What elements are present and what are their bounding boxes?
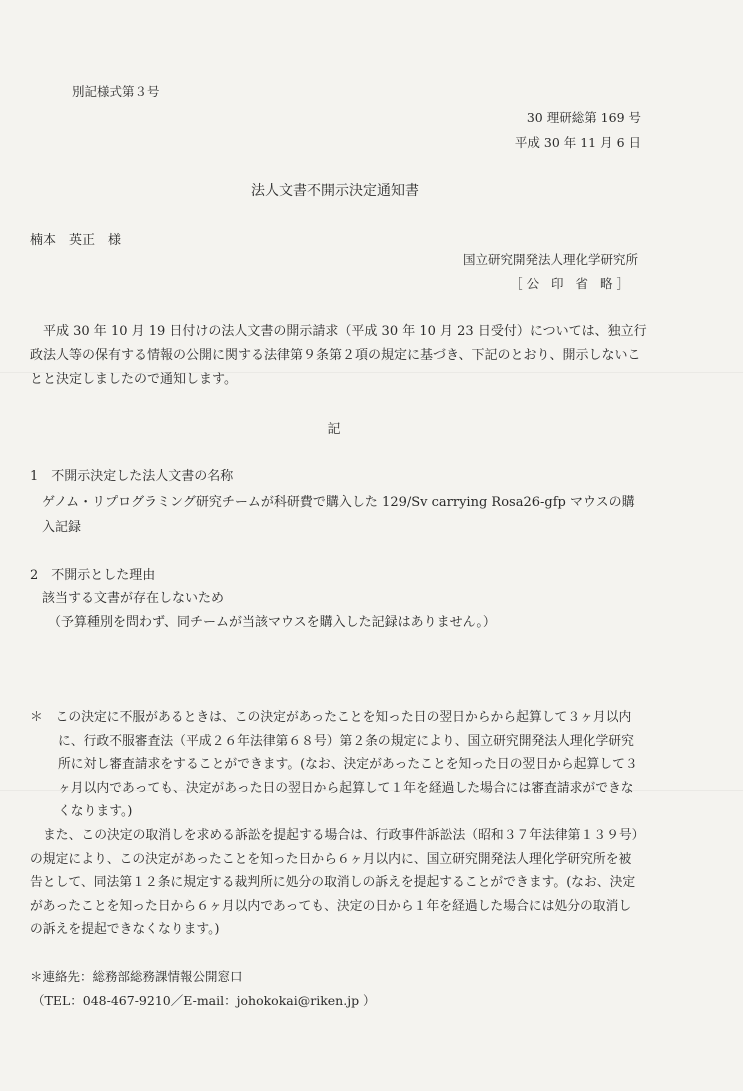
- appeal-notice-para1: ＊ この決定に不服があるときは、この決定があったことを知った日の翌日からから起算して３ヶ月以内に、行政不服審査法（平成２６年法律第６８号）第２条の規定により、国立研究開発法人理化学研究所に対し審査請求をすることができます。(なお、決定があったことを知った日の翌日から起算して３ヶ月以内であっても、決定があった日の翌日から起算して１年を経過した場合には審査請求ができなくなります。): [30, 710, 638, 820]
- section2-heading: 2 不開示とした理由: [30, 568, 156, 583]
- section1-content: ゲノム・リプログラミング研究チームが科研費で購入した 129/Sv carrying Rosa26-gfp マウスの購入記録: [42, 495, 635, 535]
- form-id: 別記様式第３号: [72, 84, 160, 99]
- document-number: 30 理研総第 169 号: [526, 110, 641, 125]
- recipient-name: 楠本 英正 様: [30, 233, 122, 248]
- contact-details: （TEL：048-467-9210／E-mail：johokokai@riken.jp ）: [32, 993, 376, 1008]
- sender-organization: 国立研究開発法人理化学研究所: [462, 252, 638, 267]
- seal-omitted: ［公 印 省 略］: [510, 276, 633, 291]
- ki-heading: 記: [327, 422, 341, 437]
- appeal-notice-para2: また、この決定の取消しを求める訴訟を提起する場合は、行政事件訴訟法（昭和３７年法律第１３９号）の規定により、この決定があったことを知った日から６ヶ月以内に、国立研究開発法人理化学研究所を被告として、同法第１２条に規定する裁判所に処分の取消しの訴えを提起することができます。(なお、決定があったことを知った日から６ヶ月以内であっても、決定の日から１年を経過した場合には処分の取消しの訴えを提起できなくなります。): [30, 827, 639, 938]
- section2-detail: （予算種別を問わず、同チームが当該マウスを購入した記録はありません。）: [48, 615, 496, 630]
- document-date: 平成 30 年 11 月 6 日: [514, 135, 641, 150]
- contact-heading: ＊連絡先：総務部総務課情報公開窓口: [30, 969, 243, 984]
- section2-reason: 該当する文書が存在しないため: [42, 591, 225, 606]
- appeal-notice: [30, 706, 640, 942]
- document-title: 法人文書不開示決定通知書: [251, 183, 419, 199]
- section1-heading: 1 不開示決定した法人文書の名称: [30, 469, 234, 484]
- body-paragraph: 平成 30 年 10 月 19 日付けの法人文書の開示請求（平成 30 年 10 月 23 日受付）については、独立行政法人等の保有する情報の公開に関する法律第９条第２項の規定に基づき、下記のとおり、開示しないことと決定しましたので通知します。: [30, 324, 647, 387]
